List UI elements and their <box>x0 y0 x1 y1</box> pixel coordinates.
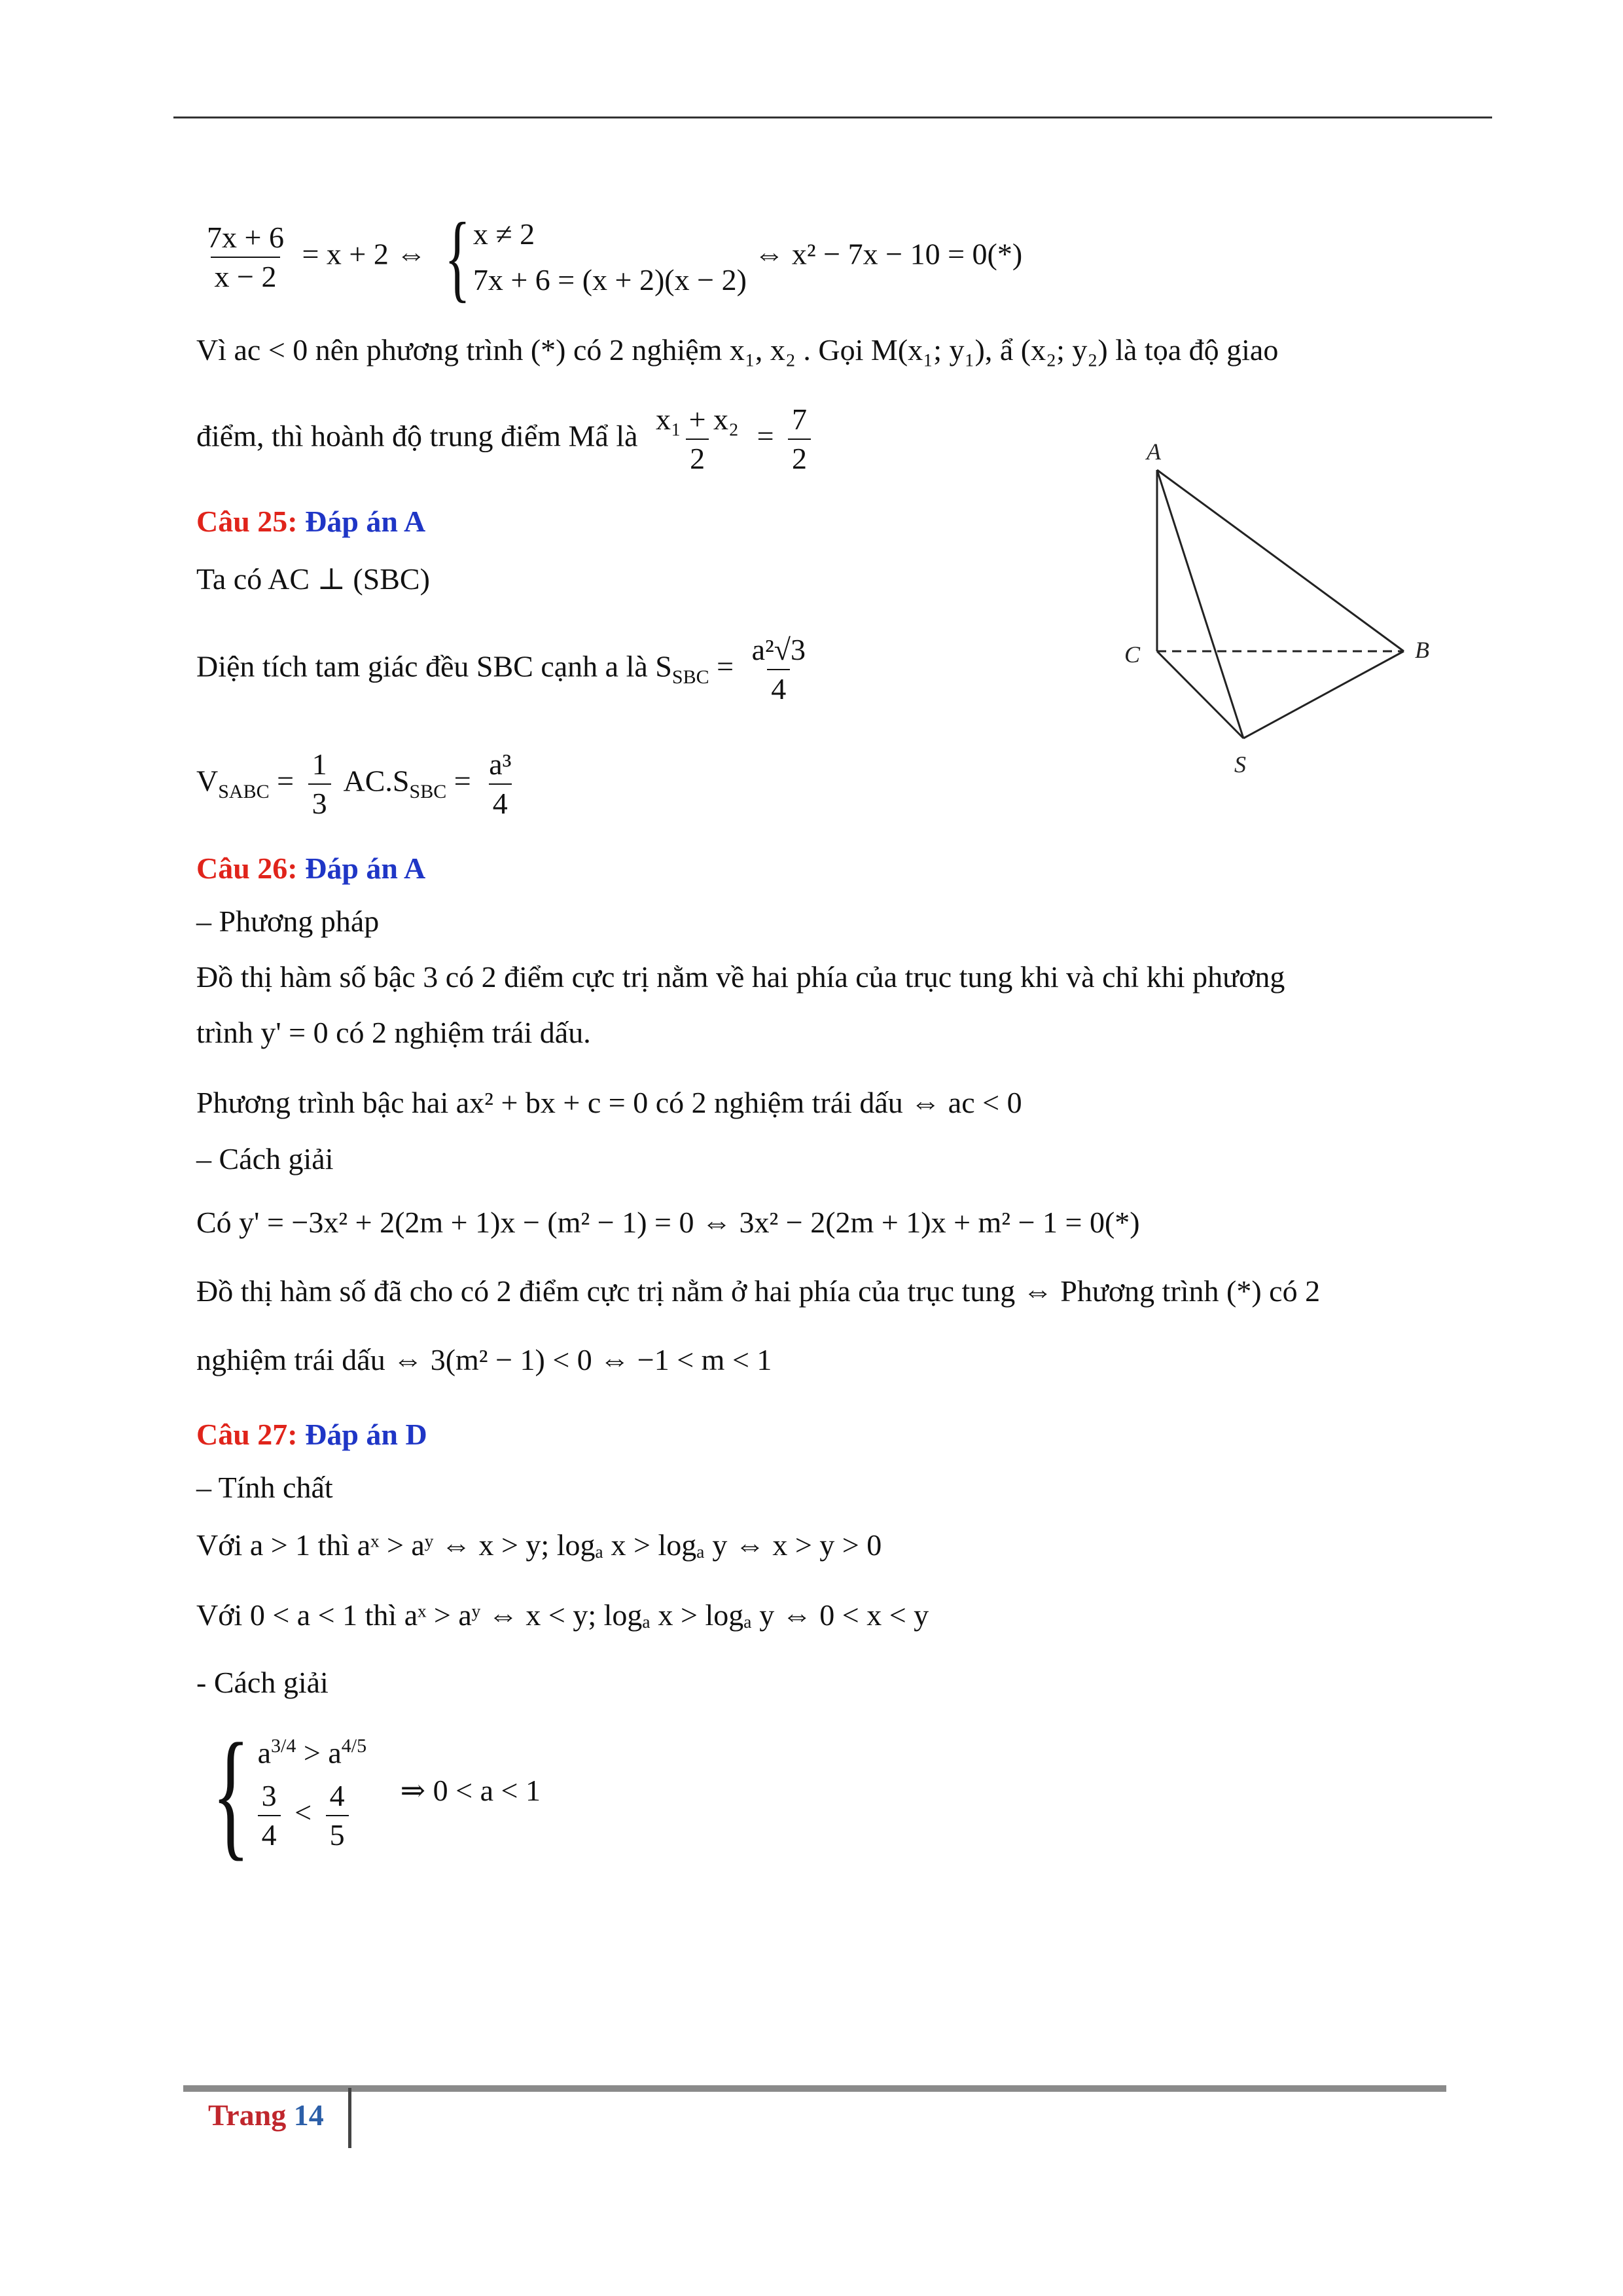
method-line: Đồ thị hàm số bậc 3 có 2 điểm cực trị nằm về hai phía của trục tung khi và chỉ khi phương <box>196 960 1285 994</box>
question-label: Câu 26: <box>196 852 298 885</box>
intro-line-3 <box>196 404 817 474</box>
q27-system <box>196 1713 541 1873</box>
equals-sign: = <box>277 764 294 798</box>
page-number-value: 14 <box>293 2098 324 2132</box>
midpoint-fraction <box>652 404 743 474</box>
fraction-denominator: 4 <box>489 783 512 819</box>
property-line: Với a > 1 thì aˣ > aʸ ⇔ x > y; logₐ x > logₐ y ⇔ x > y > 0 <box>196 1528 882 1562</box>
solution-heading: - Cách giải <box>196 1666 329 1699</box>
solution-line: nghiệm trái dấu ⇔ 3(m² − 1) < 0 ⇔ −1 < m < 1 <box>196 1343 772 1376</box>
answer-label: Đáp án D <box>305 1418 427 1451</box>
fraction-numerator: x₁ + x₂ <box>656 403 740 436</box>
edge-as <box>1157 470 1243 738</box>
fraction-denominator: 4 <box>258 1815 281 1850</box>
page-label: Trang <box>208 2098 287 2132</box>
volume-fraction <box>485 749 515 819</box>
solution-line: Có y' = −3x² + 2(2m + 1)x − (m² − 1) = 0 ⇔ 3x² − 2(2m + 1)x + m² − 1 = 0(*) <box>196 1206 1140 1239</box>
header-rule <box>173 117 1492 118</box>
property-heading: – Tính chất <box>196 1471 333 1504</box>
solution-line: Đồ thị hàm số đã cho có 2 điểm cực trị nằm ở hai phía của trục tung ⇔ Phương trình (*) có 2 <box>196 1274 1321 1308</box>
fraction-denominator: x − 2 <box>211 257 281 292</box>
intro-equation <box>196 203 1023 312</box>
question-26-heading <box>196 851 425 886</box>
fraction-denominator: 4 <box>767 669 790 704</box>
subscript: SBC <box>671 666 709 688</box>
fraction-numerator: 3 <box>261 1779 277 1813</box>
fraction-denominator: 2 <box>686 439 709 474</box>
fraction-numerator: 7x + 6 <box>207 221 284 254</box>
line-text: điểm, thì hoành độ trung điểm Mẩ là <box>196 419 638 453</box>
answer-label: Đáp án A <box>305 505 426 538</box>
fraction-numerator: 7 <box>792 403 808 436</box>
fraction-denominator: 2 <box>788 439 811 474</box>
brace-icon: { <box>444 203 471 312</box>
q25-line-1: Ta có AC ⊥ (SBC) <box>196 562 430 596</box>
inequality-system <box>196 1713 367 1873</box>
comparison-sign: > <box>303 1736 321 1770</box>
question-25-heading <box>196 504 425 539</box>
edge-sb <box>1243 651 1404 738</box>
vertex-s-label: S <box>1234 751 1246 778</box>
midpoint-value <box>788 404 811 474</box>
fraction-denominator: 3 <box>308 783 331 819</box>
answer-label: Đáp án A <box>305 852 426 885</box>
edge-cs <box>1157 651 1243 738</box>
exponent: 3/4 <box>271 1734 296 1757</box>
system-row <box>258 1781 366 1850</box>
intro-fraction <box>203 223 288 292</box>
equals-sign: = <box>757 419 774 453</box>
page-number <box>208 2098 324 2132</box>
system-row: 7x + 6 = (x + 2)(x − 2) <box>473 263 747 296</box>
brace-icon: { <box>211 1713 250 1873</box>
subscript: SBC <box>409 780 447 802</box>
vertex-a-label: A <box>1147 439 1161 465</box>
footer-divider <box>348 2088 351 2148</box>
q25-line-3 <box>196 749 522 819</box>
fraction-numerator: 1 <box>312 747 327 781</box>
intro-line-2: Vì ac < 0 nên phương trình (*) có 2 nghiệm x₁, x₂ . Gọi M(x₁; y₁), ẩ (x₂; y₂) là tọa độ giao <box>196 333 1279 367</box>
system-row <box>258 1736 366 1768</box>
product-term: AC.S <box>343 764 410 798</box>
fraction-denominator: 5 <box>326 1815 349 1850</box>
fraction-numerator: 4 <box>329 1779 345 1813</box>
base: a <box>328 1736 342 1770</box>
question-label: Câu 27: <box>196 1418 298 1451</box>
exponent-fraction <box>258 1781 281 1850</box>
subscript: SABC <box>218 780 270 802</box>
base: a <box>257 1736 272 1770</box>
equation-rhs: ⇔ x² − 7x − 10 = 0(*) <box>754 237 1023 271</box>
edge-ab <box>1157 470 1404 651</box>
equation-system <box>434 203 747 312</box>
area-fraction <box>748 635 810 704</box>
exponent: 4/5 <box>341 1734 367 1757</box>
method-line: Phương trình bậc hai ax² + bx + c = 0 có 2 nghiệm trái dấu ⇔ ac < 0 <box>196 1086 1022 1119</box>
equals-sign: = <box>717 649 734 683</box>
q25-line-2 <box>196 635 816 704</box>
system-result: ⇒ 0 < a < 1 <box>400 1773 541 1807</box>
method-line: trình y' = 0 có 2 nghiệm trái dấu. <box>196 1016 591 1049</box>
comparison-sign: < <box>294 1795 312 1829</box>
fraction-numerator: a³ <box>489 747 512 781</box>
solution-heading: – Cách giải <box>196 1142 334 1175</box>
equals-sign: = <box>454 764 471 798</box>
volume-symbol: V <box>196 764 219 798</box>
system-row: x ≠ 2 <box>473 217 535 251</box>
vertex-c-label: C <box>1124 641 1141 668</box>
one-third-fraction <box>308 749 331 819</box>
tetrahedron-figure <box>1106 425 1459 792</box>
exponent-fraction <box>326 1781 349 1850</box>
line-text: Diện tích tam giác đều SBC cạnh a là S <box>196 649 672 683</box>
property-line: Với 0 < a < 1 thì aˣ > aʸ ⇔ x < y; logₐ x > logₐ y ⇔ 0 < x < y <box>196 1598 929 1632</box>
equation-middle: = x + 2 ⇔ <box>302 237 427 271</box>
fraction-numerator: a²√3 <box>751 633 806 666</box>
question-label: Câu 25: <box>196 505 298 538</box>
question-27-heading <box>196 1417 427 1452</box>
footer-rule <box>183 2085 1446 2092</box>
vertex-b-label: B <box>1415 637 1429 663</box>
method-heading: – Phương pháp <box>196 905 380 938</box>
